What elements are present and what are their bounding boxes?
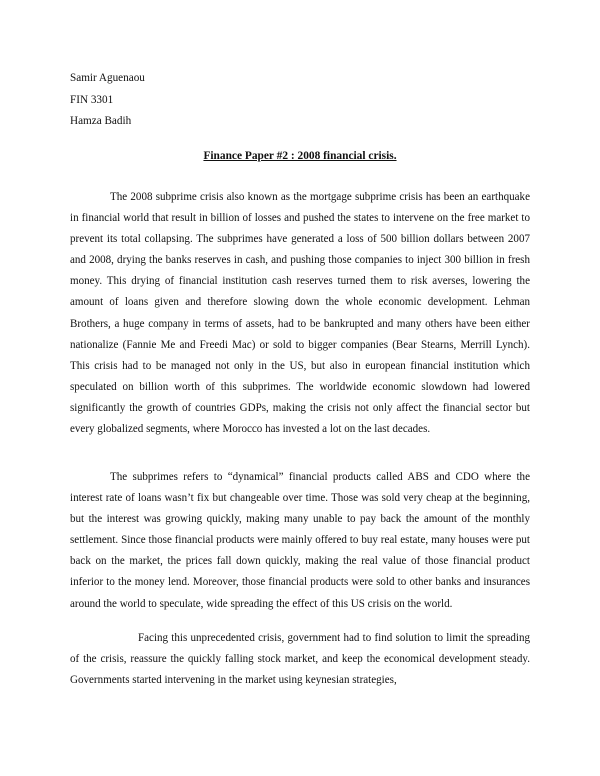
paragraph-2: The subprimes refers to “dynamical” financial products called ABS and CDO where the interest rate of loans wasn’t fix but changeable over time. Those was sold very cheap at the beginning, but the interest was growing quickly, making many unable to pay back the amount of the monthly settlement. Since those financial products were mainly offered to buy real estate, many houses were put back on the market, the prices fall down quickly, making the real value of those financial product inferior to the money lend. Moreover, those financial products were sold to other banks and insurances around the world to speculate, wide spreading the effect of this US crisis on the world. xyxy=(70,471,530,610)
instructor-name: Hamza Badih xyxy=(70,115,132,127)
document-header xyxy=(70,68,145,133)
paper-title: Finance Paper #2 : 2008 financial crisis. xyxy=(203,150,397,162)
author-name: Samir Aguenaou xyxy=(70,72,145,84)
paragraph-3: Facing this unprecedented crisis, government had to find solution to limit the spreading of the crisis, reassure the quickly falling stock market, and keep the economical development steady. Governments started intervening in the market using keynesian strategies, xyxy=(70,632,530,687)
course-code: FIN 3301 xyxy=(70,93,114,106)
paragraph-1: The 2008 subprime crisis also known as the mortgage subprime crisis has been an earthquake in financial world that result in billion of losses and pushed the states to intervene on the free market to prevent its total collapsing. The subprimes have generated a loss of 500 billion dollars between 2007 and 2008, drying the banks reserves in cash, and pushing those companies to inject 300 billion in fresh money. This drying of financial institution cash reserves turned them to risk averses, lowering the amount of loans given and therefore slowing down the whole economic development. Lehman Brothers, a huge company in terms of assets, had to be bankrupted and many others have been either nationalize (Fannie Me and Freedi Mac) or sold to bigger companies (Bear Stearns, Merrill Lynch). This crisis had to be managed not only in the US, but also in european financial institution which speculated on billion worth of this subprimes. The worldwide economic slowdown had lowered significantly the growth of countries GDPs, making the crisis not only affect the financial sector but every globalized segments, where Morocco has invested a lot on the last decades. xyxy=(70,191,530,436)
